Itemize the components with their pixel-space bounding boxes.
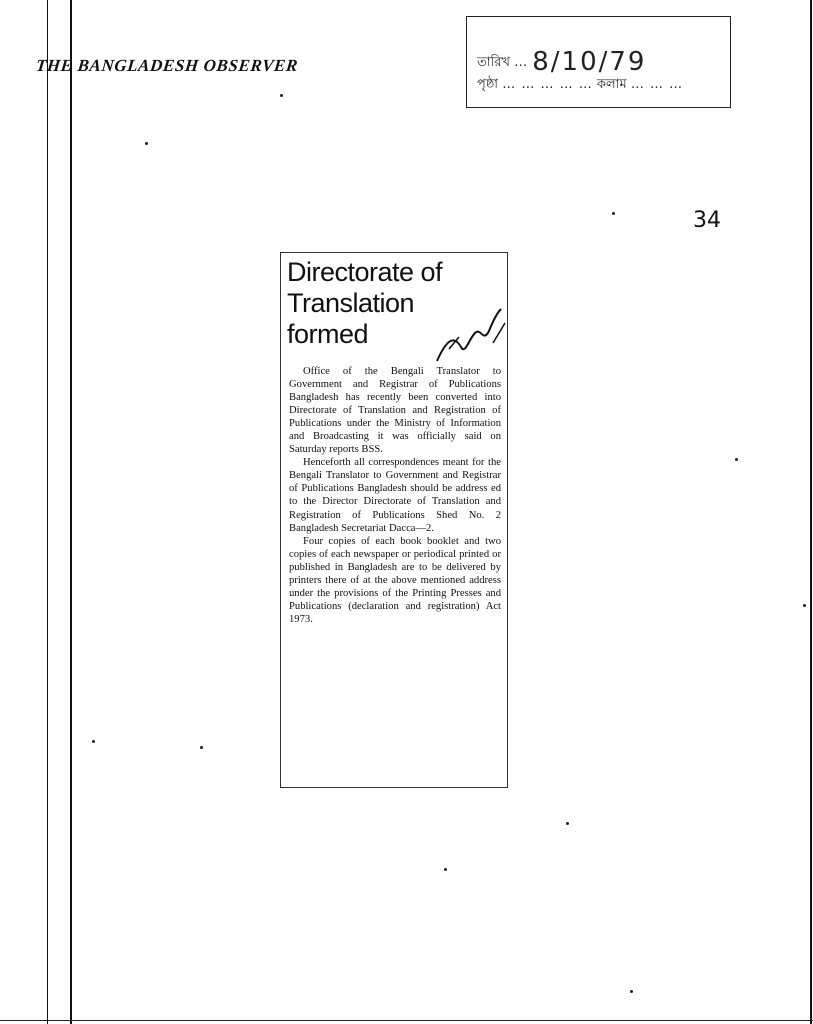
headline-line-1: Directorate of: [287, 257, 443, 287]
stamp-page-row: পৃষ্ঠা … … … … … কলাম … … …: [477, 77, 684, 92]
headline-line-3: formed: [287, 319, 369, 349]
stamp-date-row: তারিখ … 8/10/79: [477, 47, 647, 77]
page-number: 34: [693, 208, 721, 233]
article-paragraph-1: Office of the Bengali Translator to Government and Registrar of Publications Bangladesh has recently been converted into Directorate of Translation and Registration of Publications under the Ministry of Information and Broadcasting it was officially said on Saturday reports BSS.: [289, 366, 501, 456]
headline-line-2: Translation: [287, 288, 415, 318]
stamp-page-label: পৃষ্ঠা: [477, 77, 499, 92]
article-body: [289, 365, 501, 626]
right-edge-line: [810, 0, 812, 1024]
newspaper-masthead: THE BANGLADESH OBSERVER: [35, 56, 300, 75]
bottom-edge-line: [0, 1020, 813, 1021]
left-margin-line: [70, 0, 72, 1024]
newspaper-clipping: [280, 252, 508, 788]
scan-speck: [735, 458, 738, 461]
stamp-date-label: তারিখ: [477, 55, 510, 70]
archive-stamp: [466, 16, 731, 108]
stamp-column-label: কলাম: [596, 77, 627, 92]
scan-speck: [200, 746, 203, 749]
scan-speck: [612, 212, 615, 215]
scan-speck: [444, 868, 447, 871]
scan-speck: [566, 822, 569, 825]
scan-speck: [280, 94, 283, 97]
scan-speck: [145, 142, 148, 145]
stamp-date-value: 8/10/79: [532, 47, 647, 77]
outer-margin-line: [47, 0, 48, 1024]
handwritten-signature: [431, 303, 508, 373]
article-paragraph-3: Four copies of each book booklet and two copies of each newspaper or periodical printed or published in Bangladesh are to be delivered by printers there of at the above mentioned address under the provisions of the Printing Presses and Publications (declaration and registration) Act 1973.: [289, 535, 501, 625]
scan-speck: [92, 740, 95, 743]
article-paragraph-2: Henceforth all correspondences meant for the Bengali Translator to Government and Registrar of Publications Bangladesh should be address ed to the Director Directorate of Translation and Registration of Publications Shed No. 2 Bangladesh Secretariat Dacca—2.: [289, 457, 501, 534]
scan-speck: [803, 604, 806, 607]
scan-speck: [630, 990, 633, 993]
